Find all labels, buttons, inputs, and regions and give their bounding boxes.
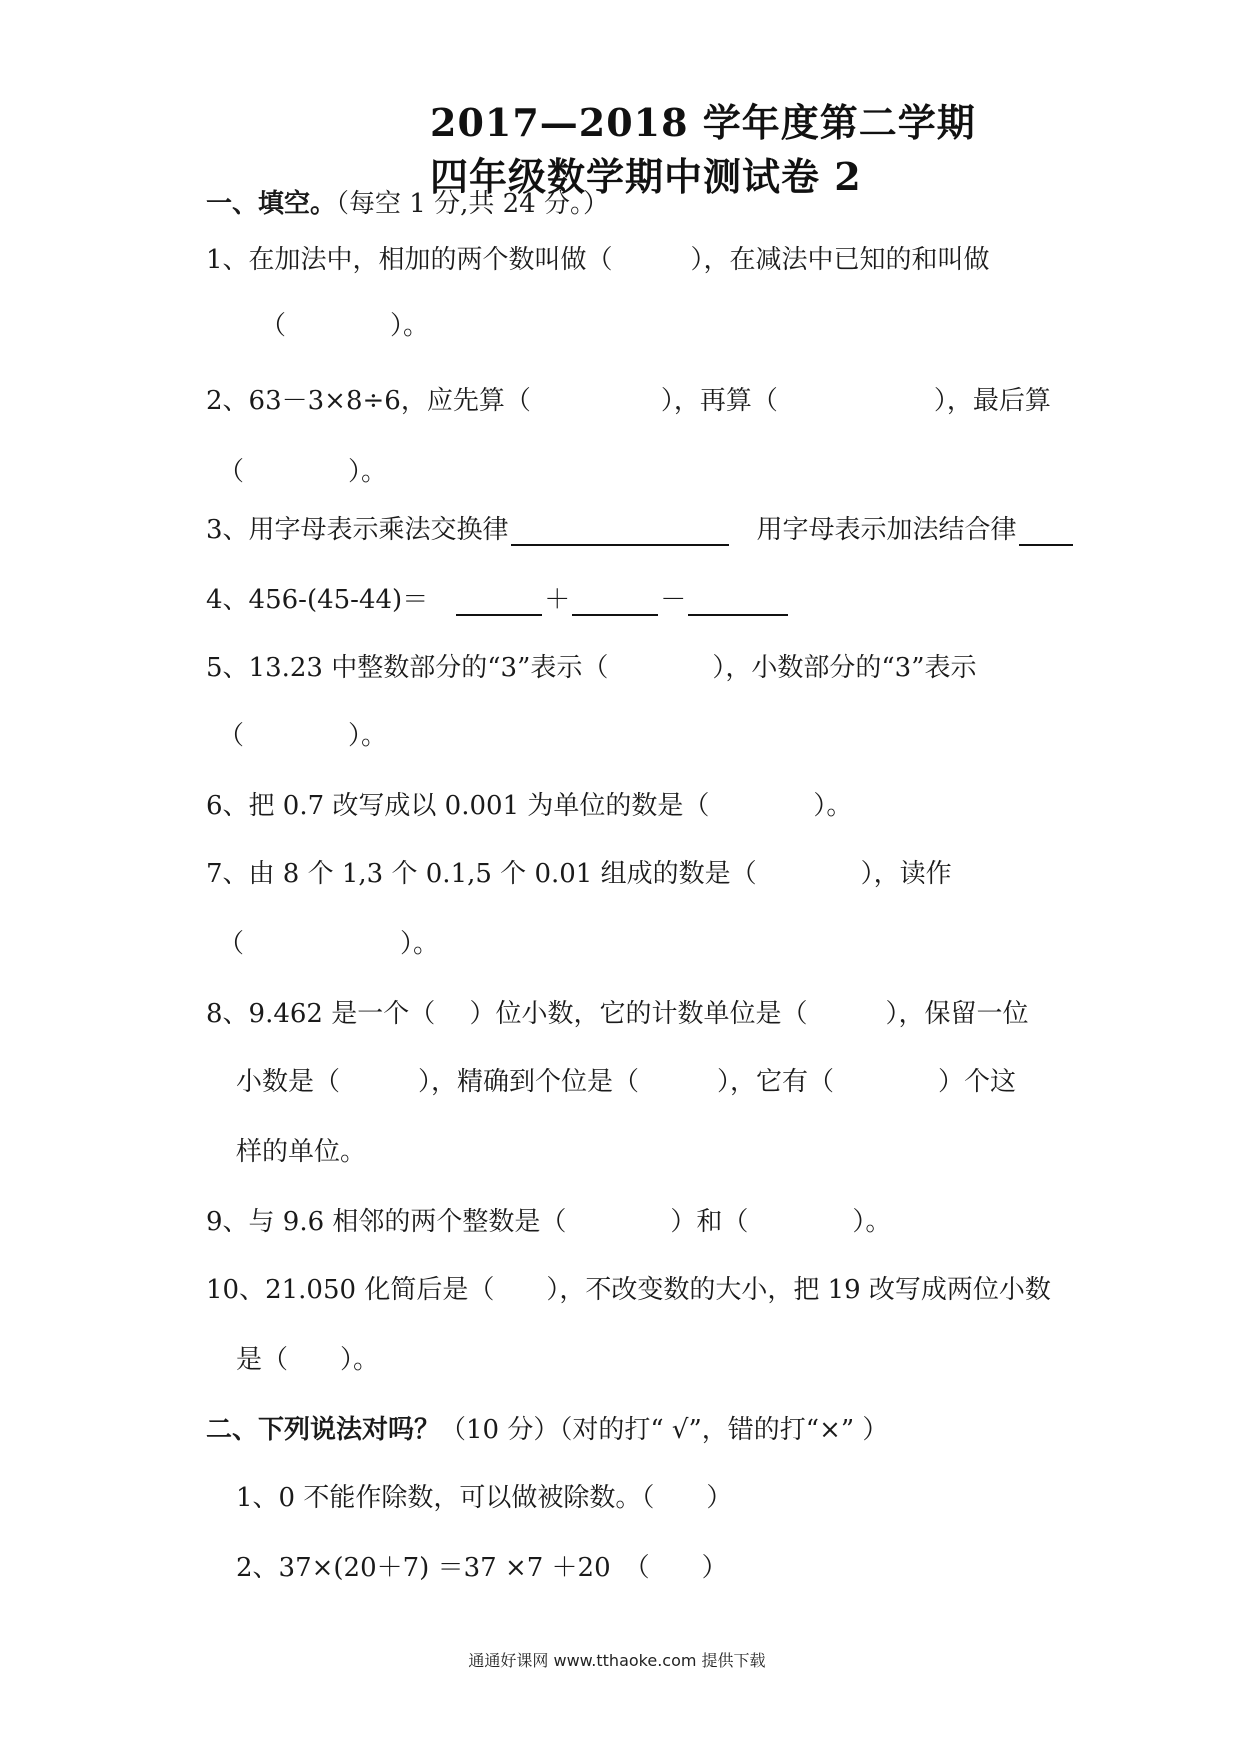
minus-sign: － <box>660 585 687 615</box>
question-2-line1: 2、63－3×8÷6，应先算（ ），再算（ ），最后算 <box>206 386 1051 416</box>
question-10-line1: 10、21.050 化简后是（ ），不改变数的大小，把 19 改写成两位小数 <box>206 1275 1051 1305</box>
section2-note: （10 分）（对的打“ √”，错的打“×” ） <box>440 1415 889 1445</box>
question-7-line1: 7、由 8 个 1,3 个 0.1,5 个 0.01 组成的数是（ ），读作 <box>206 859 952 889</box>
section2-heading: 二、下列说法对吗？ <box>206 1415 441 1445</box>
question-3-part1: 3、用字母表示乘法交换律 <box>206 515 509 545</box>
question-10-line2: 是（ ）。 <box>236 1345 380 1375</box>
question-3 <box>206 514 1075 546</box>
answer-blank[interactable] <box>511 516 729 546</box>
answer-blank[interactable] <box>688 586 788 616</box>
question-2-line2: （ ）。 <box>218 457 388 487</box>
section1-header <box>206 188 609 220</box>
question-4-expression: 4、456-(45-44)＝ <box>206 585 429 615</box>
question-1-line2: （ ）。 <box>260 311 430 341</box>
question-7-line2: （ ）。 <box>218 929 440 959</box>
question-6: 6、把 0.7 改写成以 0.001 为单位的数是（ ）。 <box>206 791 853 821</box>
question-1-line1: 1、在加法中，相加的两个数叫做（ ），在减法中已知的和叫做 <box>206 245 990 275</box>
plus-sign: ＋ <box>544 585 571 615</box>
section1-heading: 一、填空。 <box>206 189 337 219</box>
question-3-part2: 用字母表示加法结合律 <box>756 515 1017 545</box>
judgement-1: 1、0 不能作除数，可以做被除数。（ ） <box>236 1483 733 1513</box>
question-4 <box>206 584 790 616</box>
section1-note: （每空 1 分,共 24 分。） <box>336 189 609 219</box>
question-8-line1: 8、9.462 是一个（ ）位小数，它的计数单位是（ ），保留一位 <box>206 999 1029 1029</box>
question-9: 9、与 9.6 相邻的两个整数是（ ）和（ ）。 <box>206 1207 892 1237</box>
question-8-line2: 小数是（ ），精确到个位是（ ），它有（ ）个这 <box>236 1067 1017 1097</box>
question-5-line1: 5、13.23 中整数部分的“3”表示（ ），小数部分的“3”表示 <box>206 653 977 683</box>
judgement-2: 2、37×(20＋7) ＝37 ×7 ＋20 （ ） <box>236 1553 728 1583</box>
footer-credit: 通通好课网 www.tthaoke.com 提供下载 <box>468 1651 766 1670</box>
question-8-line3: 样的单位。 <box>236 1137 367 1167</box>
question-5-line2: （ ）。 <box>218 721 388 751</box>
answer-blank[interactable] <box>572 586 658 616</box>
exam-title-line2: 四年级数学期中测试卷 2 <box>430 154 862 199</box>
answer-blank[interactable] <box>1019 516 1073 546</box>
answer-blank[interactable] <box>456 586 542 616</box>
section2-header <box>206 1414 888 1446</box>
exam-title-line1: 2017—2018 学年度第二学期 <box>430 100 976 145</box>
